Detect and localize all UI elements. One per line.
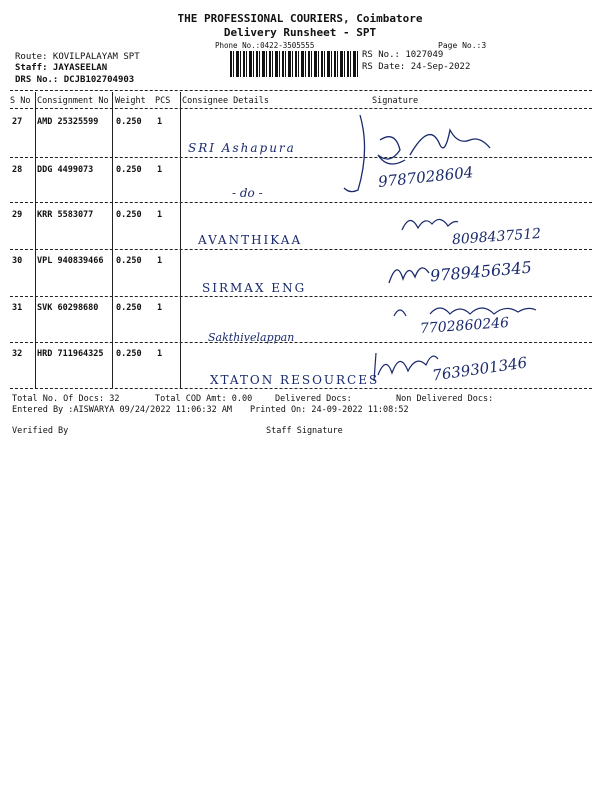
row-pcs: 1: [157, 349, 163, 359]
row-consignment: AMD 25325599: [37, 117, 99, 127]
phone-number: Phone No.:0422-3505555: [215, 41, 315, 50]
header-rule-bottom: [10, 108, 592, 109]
row-weight: 0.250: [116, 303, 142, 313]
row-pcs: 1: [157, 165, 163, 175]
handwritten-consignee: AVANTHIKAA: [198, 233, 303, 247]
table-rule-bottom: [10, 388, 592, 389]
signature-scribble: [340, 110, 520, 198]
row-consignment: VPL 940839466: [37, 256, 104, 266]
verified-by: Verified By: [12, 426, 69, 436]
handwritten-consignee: - do -: [232, 186, 263, 200]
page-number: Page No.:3: [438, 41, 487, 50]
handwritten-consignee: SIRMAX ENG: [202, 281, 307, 295]
handwritten-phone: 7639301346: [431, 353, 529, 385]
col-sep-1: [35, 92, 36, 388]
row-consignment: DDG 4499073: [37, 165, 94, 175]
delivered-docs: Delivered Docs:: [275, 394, 352, 404]
handwritten-phone: 9787028604: [377, 163, 475, 191]
total-docs: Total No. Of Docs: 32: [12, 394, 120, 404]
col-sno: S No: [10, 96, 31, 106]
handwritten-consignee: Sakthivelappan: [208, 331, 295, 344]
staff: Staff: JAYASEELAN: [15, 63, 108, 73]
signature-scribble: [400, 210, 460, 238]
staff-signature: Staff Signature: [266, 426, 343, 436]
rs-date: RS Date: 24-Sep-2022: [362, 62, 471, 72]
route: Route: KOVILPALAYAM SPT: [15, 52, 140, 62]
runsheet-title: THE PROFESSIONAL COURIERS, Coimbatore: [177, 12, 423, 25]
handwritten-phone: 7702860246: [419, 314, 510, 338]
row-pcs: 1: [157, 256, 163, 266]
drs-number: DRS No.: DCJB102704903: [15, 75, 135, 85]
row-consignment: SVK 60298680: [37, 303, 99, 313]
rs-number: RS No.: 1027049: [362, 50, 444, 60]
header-rule-top: [10, 90, 592, 91]
signature-scribble: [390, 300, 540, 325]
col-signature: Signature: [372, 96, 419, 106]
col-sep-3: [180, 92, 181, 388]
handwritten-phone: 9789456345: [429, 257, 533, 286]
signature-scribble: [370, 345, 440, 388]
row-pcs: 1: [157, 117, 163, 127]
col-sep-2: [112, 92, 113, 388]
col-weight: Weight: [115, 96, 146, 106]
entered-by: Entered By :AISWARYA 09/24/2022 11:06:32 AM: [12, 405, 233, 415]
row-divider: [10, 342, 592, 343]
col-consignee: Consignee Details: [182, 96, 269, 106]
row-consignment: HRD 711964325: [37, 349, 104, 359]
row-sno: 29: [12, 210, 23, 220]
printed-on: Printed On: 24-09-2022 11:08:52: [250, 405, 409, 415]
row-weight: 0.250: [116, 349, 142, 359]
total-cod: Total COD Amt: 0.00: [155, 394, 253, 404]
handwritten-phone: 8098437512: [451, 225, 542, 249]
col-pcs: PCS: [155, 96, 171, 106]
non-delivered-docs: Non Delivered Docs:: [396, 394, 494, 404]
row-sno: 32: [12, 349, 23, 359]
row-sno: 30: [12, 256, 23, 266]
row-weight: 0.250: [116, 165, 142, 175]
row-pcs: 1: [157, 303, 163, 313]
row-sno: 27: [12, 117, 23, 127]
row-weight: 0.250: [116, 210, 142, 220]
row-divider: [10, 249, 592, 250]
row-divider: [10, 296, 592, 297]
row-sno: 28: [12, 165, 23, 175]
row-weight: 0.250: [116, 256, 142, 266]
handwritten-consignee: SRI Ashapura: [188, 141, 296, 155]
row-divider: [10, 202, 592, 203]
barcode-icon: [230, 51, 358, 77]
row-pcs: 1: [157, 210, 163, 220]
col-consignment: Consignment No: [37, 96, 109, 106]
handwritten-consignee: XTATON RESOURCES: [210, 373, 380, 387]
row-sno: 31: [12, 303, 23, 313]
row-consignment: KRR 5583077: [37, 210, 94, 220]
signature-scribble: [385, 255, 435, 290]
runsheet-subtitle: Delivery Runsheet - SPT: [223, 26, 377, 39]
row-weight: 0.250: [116, 117, 142, 127]
